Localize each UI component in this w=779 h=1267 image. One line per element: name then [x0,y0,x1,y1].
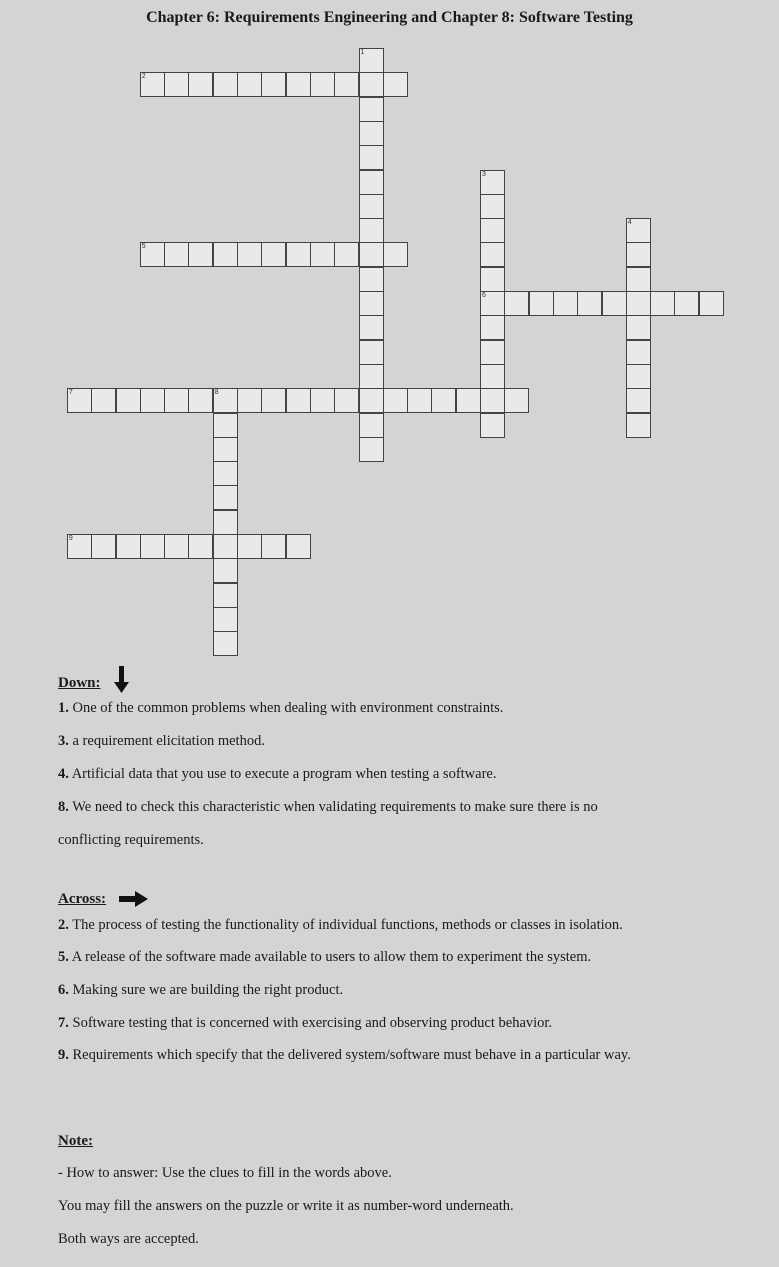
crossword-cell[interactable] [359,194,384,219]
across-clue-6: 6. Making sure we are building the right product. [58,982,344,998]
crossword-cell[interactable] [650,291,675,316]
crossword-cell[interactable] [213,413,238,438]
crossword-cell[interactable] [626,388,651,413]
crossword-cell[interactable] [431,388,456,413]
clue-number-label: 5 [141,243,146,251]
crossword-cell[interactable] [359,242,384,267]
crossword-cell[interactable] [188,242,213,267]
clue-number-label: 3 [482,170,486,178]
crossword-cell[interactable] [261,534,286,559]
crossword-cell[interactable] [261,72,286,97]
crossword-cell[interactable] [359,218,384,243]
across-clue-5: 5. A release of the software made available to users to allow them to experiment the system. [58,949,592,965]
across-heading: Across: [58,891,107,907]
crossword-cell[interactable] [626,315,651,340]
crossword-cell[interactable] [286,534,311,559]
crossword-cell[interactable] [164,72,189,97]
crossword-cell[interactable] [286,242,311,267]
down-clue-8-continued: conflicting requirements. [58,832,204,848]
clue-number-label: 2 [141,73,146,81]
crossword-cell[interactable] [407,388,432,413]
page-title: Chapter 6: Requirements Engineering and Chapter 8: Software Testing [146,9,633,26]
crossword-cell[interactable] [237,72,262,97]
crossword-cell[interactable] [480,194,505,219]
crossword-cell[interactable] [674,291,699,316]
crossword-cell[interactable] [140,534,165,559]
crossword-cell[interactable] [626,340,651,365]
crossword-cell[interactable] [553,291,578,316]
note-line: You may fill the answers on the puzzle or write it as number-word underneath. [58,1198,514,1214]
down-heading: Down: [58,675,101,691]
crossword-cell[interactable] [213,461,238,486]
crossword-cell[interactable] [626,413,651,438]
crossword-cell[interactable] [261,242,286,267]
crossword-cell[interactable] [359,388,384,413]
crossword-cell[interactable] [140,242,165,267]
crossword-cell[interactable] [310,242,335,267]
crossword-cell[interactable] [480,267,505,292]
crossword-cell[interactable] [359,170,384,195]
crossword-cell[interactable] [480,170,505,195]
crossword-cell[interactable] [359,340,384,365]
crossword-cell[interactable] [334,72,359,97]
crossword-cell[interactable] [213,72,238,97]
crossword-cell[interactable] [334,388,359,413]
crossword-cell[interactable] [383,72,408,97]
crossword-cell[interactable] [699,291,724,316]
crossword-cell[interactable] [213,242,238,267]
crossword-cell[interactable] [480,388,505,413]
crossword-cell[interactable] [383,388,408,413]
crossword-cell[interactable] [213,583,238,608]
crossword-cell[interactable] [480,340,505,365]
crossword-cell[interactable] [140,72,165,97]
crossword-cell[interactable] [213,510,238,535]
crossword-cell[interactable] [91,534,116,559]
crossword-cell[interactable] [213,631,238,656]
right-arrow-icon [119,891,149,907]
clue-number-label: 4 [627,219,632,227]
crossword-cell[interactable] [480,413,505,438]
crossword-cell[interactable] [164,534,189,559]
crossword-cell[interactable] [359,72,384,97]
across-clue-7: 7. Software testing that is concerned with exercising and observing product behavior. [58,1015,553,1031]
crossword-cell[interactable] [213,607,238,632]
crossword-cell[interactable] [188,72,213,97]
crossword-cell[interactable] [602,291,627,316]
crossword-cell[interactable] [237,388,262,413]
crossword-cell[interactable] [213,437,238,462]
crossword-cell[interactable] [359,267,384,292]
crossword-cell[interactable] [334,242,359,267]
down-clue-8: 8. We need to check this characteristic when validating requirements to make sure there is no [58,799,598,815]
crossword-cell[interactable] [359,48,384,73]
crossword-cell[interactable] [116,388,141,413]
crossword-cell[interactable] [626,267,651,292]
across-clue-9: 9. Requirements which specify that the delivered system/software must behave in a particular way. [58,1047,631,1063]
note-line: - How to answer: Use the clues to fill in the words above. [58,1165,392,1181]
crossword-cell[interactable] [626,218,651,243]
crossword-cell[interactable] [188,534,213,559]
down-arrow-icon [114,666,130,694]
crossword-cell[interactable] [213,388,238,413]
down-clue-3: 3. a requirement elicitation method. [58,733,265,749]
crossword-cell[interactable] [626,242,651,267]
crossword-cell[interactable] [383,242,408,267]
crossword-cell[interactable] [116,534,141,559]
crossword-cell[interactable] [359,437,384,462]
crossword-cell[interactable] [213,534,238,559]
crossword-cell[interactable] [237,242,262,267]
clue-number-label: 8 [214,389,219,397]
crossword-cell[interactable] [626,364,651,389]
crossword-cell[interactable] [359,145,384,170]
note-line: Both ways are accepted. [58,1231,199,1247]
crossword-cell[interactable] [286,388,311,413]
clue-number-label: 6 [482,292,486,299]
crossword-cell[interactable] [67,534,92,559]
crossword-cell[interactable] [188,388,213,413]
clue-number-label: 1 [360,49,365,56]
crossword-cell[interactable] [480,218,505,243]
crossword-cell[interactable] [237,534,262,559]
crossword-cell[interactable] [626,291,651,316]
clue-number-label: 9 [68,535,73,542]
crossword-cell[interactable] [67,388,92,413]
crossword-cell[interactable] [140,388,165,413]
crossword-cell[interactable] [359,291,384,316]
note-heading: Note: [58,1133,93,1149]
crossword-cell[interactable] [213,485,238,510]
crossword-cell[interactable] [286,72,311,97]
crossword-cell[interactable] [310,388,335,413]
crossword-cell[interactable] [480,364,505,389]
crossword-cell[interactable] [213,558,238,583]
down-clue-1: 1. One of the common problems when dealing with environment constraints. [58,700,504,716]
crossword-cell[interactable] [359,121,384,146]
crossword-cell[interactable] [310,72,335,97]
crossword-cell[interactable] [577,291,602,316]
across-clue-2: 2. The process of testing the functionality of individual functions, methods or classes in isolation. [58,917,623,933]
crossword-cell[interactable] [359,413,384,438]
crossword-cell[interactable] [480,315,505,340]
crossword-cell[interactable] [480,291,505,316]
crossword-cell[interactable] [359,315,384,340]
crossword-cell[interactable] [504,291,529,316]
crossword-cell[interactable] [504,388,529,413]
crossword-cell[interactable] [261,388,286,413]
crossword-cell[interactable] [91,388,116,413]
crossword-cell[interactable] [164,242,189,267]
crossword-cell[interactable] [529,291,554,316]
crossword-cell[interactable] [359,97,384,122]
crossword-cell[interactable] [359,364,384,389]
crossword-cell[interactable] [480,242,505,267]
crossword-cell[interactable] [456,388,481,413]
crossword-cell[interactable] [164,388,189,413]
down-clue-4: 4. Artificial data that you use to execute a program when testing a software. [58,766,497,782]
clue-number-label: 7 [68,389,73,397]
